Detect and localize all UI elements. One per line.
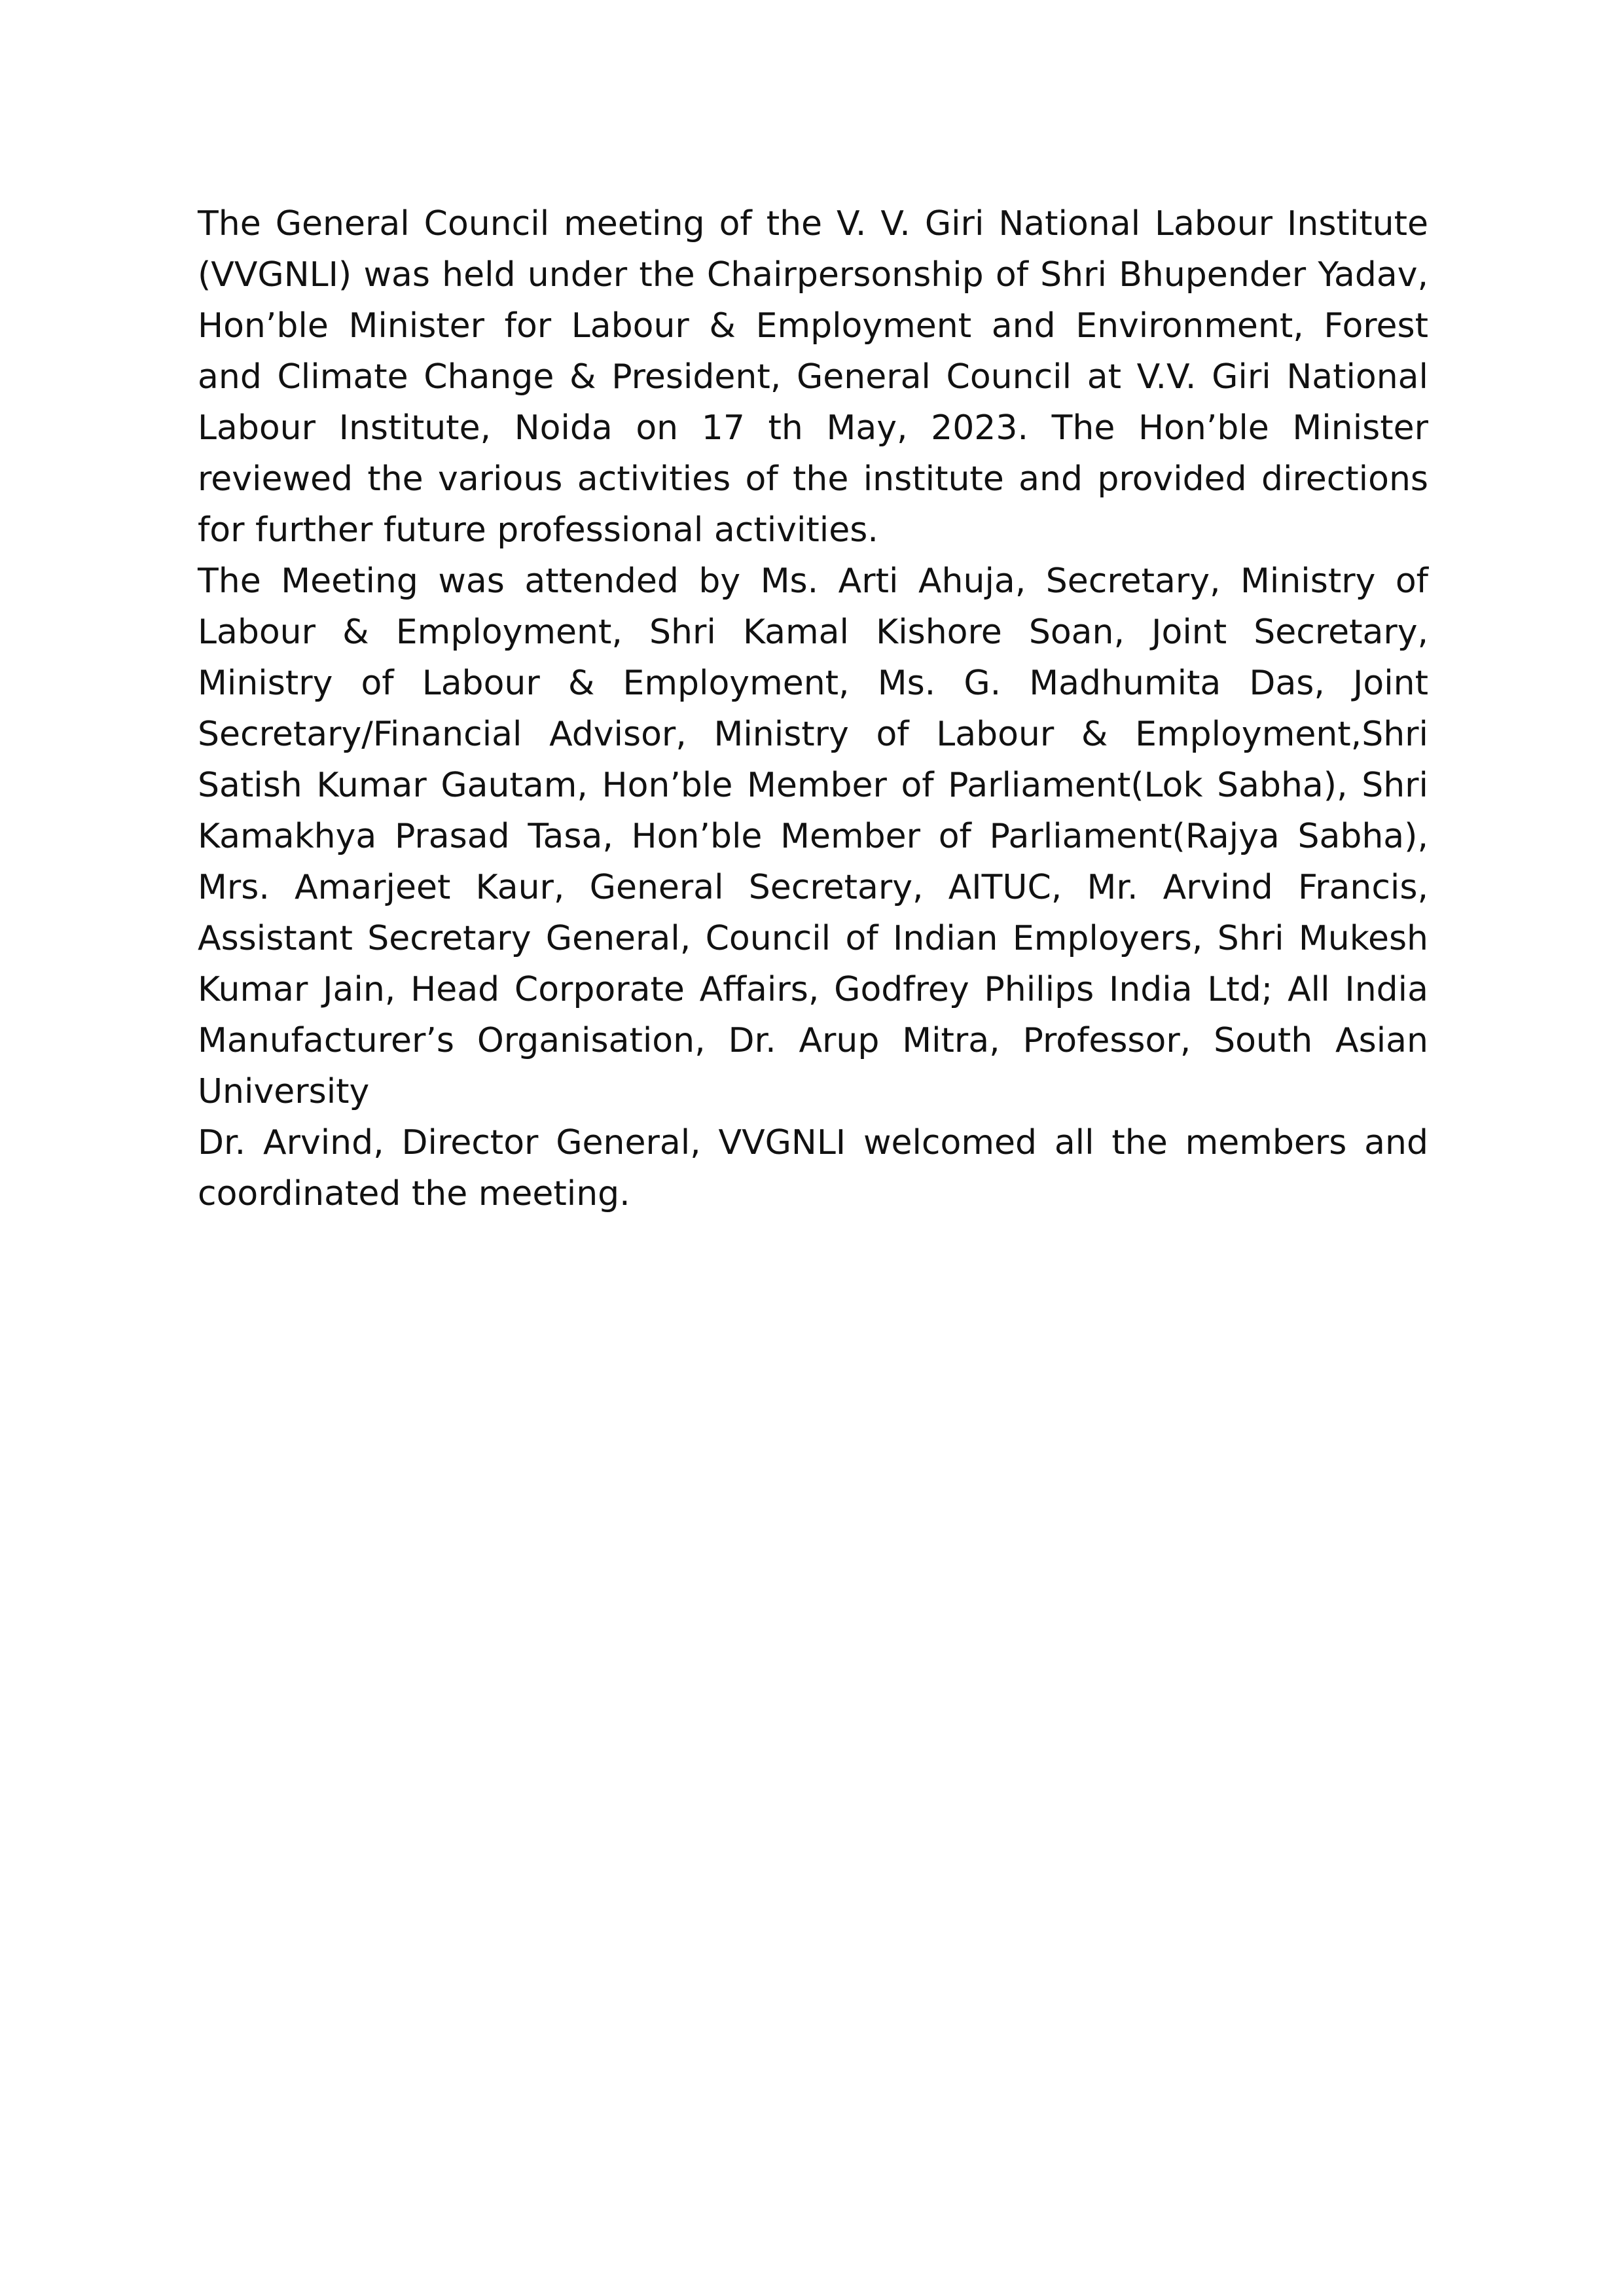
document-body <box>198 198 1428 1219</box>
paragraph-meeting-summary: The General Council meeting of the V. V. Giri National Labour Institute (VVGNLI) was held under the Chairpersonship of Shri Bhupender Yadav, Hon’ble Minister for Labour & Employment and Environment, Forest and Climate Change & President, General Council at V.V. Giri National Labour Institute, Noida on 17 th May, 2023. The Hon’ble Minister reviewed the various activities of the institute and provided directions for further future professional activities. <box>198 204 1428 550</box>
paragraph-attendees: The Meeting was attended by Ms. Arti Ahuja, Secretary, Ministry of Labour & Employment, Shri Kamal Kishore Soan, Joint Secretary, Ministry of Labour & Employment, Ms. G. Madhumita Das, Joint Secretary/Financial Advisor, Ministry of Labour & Employment,Shri Satish Kumar Gautam, Hon’ble Member of Parliament(Lok Sabha), Shri Kamakhya Prasad Tasa, Hon’ble Member of Parliament(Rajya Sabha), Mrs. Amarjeet Kaur, General Secretary, AITUC, Mr. Arvind Francis, Assistant Secretary General, Council of Indian Employers, Shri Mukesh Kumar Jain, Head Corporate Affairs, Godfrey Philips India Ltd; All India Manufacturer’s Organisation, Dr. Arup Mitra, Professor, South Asian University <box>198 562 1428 1111</box>
paragraph-welcome: Dr. Arvind, Director General, VVGNLI welcomed all the members and coordinated the meeting. <box>198 1123 1428 1213</box>
